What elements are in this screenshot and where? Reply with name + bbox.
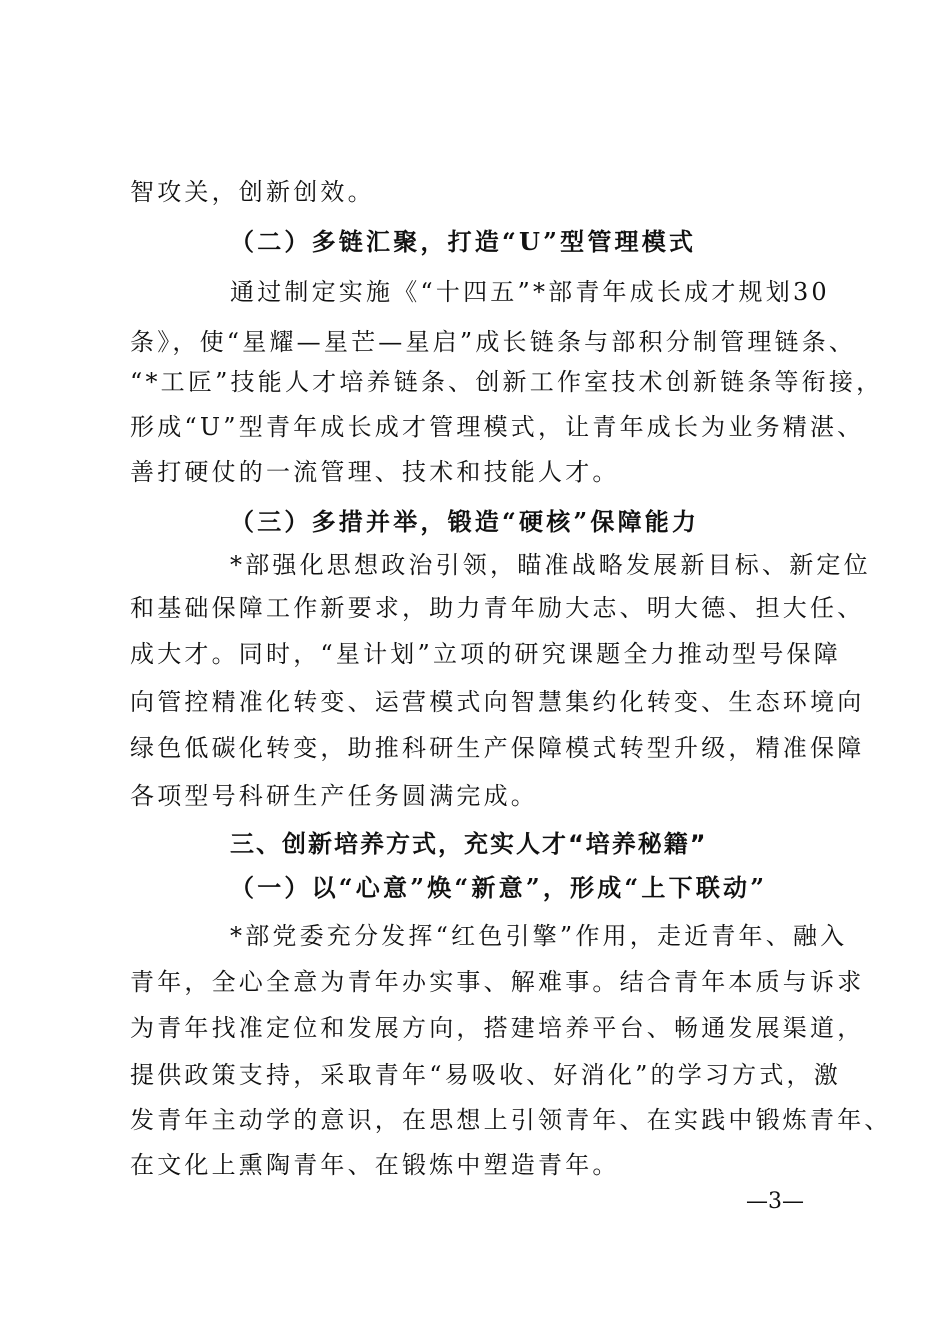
section-heading: 三、创新培养方式，充实人才“培养秘籍” bbox=[230, 830, 708, 858]
body-text-line: 为青年找准定位和发展方向，搭建培养平台、畅通发展渠道， bbox=[130, 1014, 865, 1042]
paragraph-first-line: *部强化思想政治引领，瞄准战略发展新目标、新定位 bbox=[230, 551, 871, 579]
body-text-line: 在文化上熏陶青年、在锻炼中塑造青年。 bbox=[130, 1151, 620, 1179]
body-text-line: 成大才。同时，“星计划”立项的研究课题全力推动型号保障 bbox=[130, 640, 841, 668]
body-text-line: 提供政策支持，采取青年“易吸收、好消化”的学习方式，激 bbox=[130, 1061, 841, 1089]
body-text-line: 发青年主动学的意识，在思想上引领青年、在实践中锻炼青年、 bbox=[130, 1106, 892, 1134]
body-text-line: 条》，使“星耀—星芒—星启”成长链条与部积分制管理链条、 bbox=[130, 328, 857, 356]
subsection-heading-1: （一）以“心意”焕“新意”，形成“上下联动” bbox=[230, 873, 768, 902]
body-text-line: 和基础保障工作新要求，助力青年励大志、明大德、担大任、 bbox=[130, 594, 865, 622]
body-text-line: 绿色低碳化转变，助推科研生产保障模式转型升级，精准保障 bbox=[130, 734, 865, 762]
body-text-line: 向管控精准化转变、运营模式向智慧集约化转变、生态环境向 bbox=[130, 688, 865, 716]
subsection-heading-3: （三）多措并举，锻造“硬核”保障能力 bbox=[230, 507, 700, 536]
body-text-line: 形成“U”型青年成长成才管理模式，让青年成长为业务精湛、 bbox=[130, 413, 865, 441]
paragraph-first-line: *部党委充分发挥“红色引擎”作用，走近青年、融入 bbox=[230, 922, 848, 950]
body-text-line: 各项型号科研生产任务圆满完成。 bbox=[130, 782, 538, 810]
paragraph-first-line: 通过制定实施《“十四五”*部青年成长成才规划30 bbox=[230, 278, 830, 306]
body-text-line: 青年，全心全意为青年办实事、解难事。结合青年本质与诉求 bbox=[130, 968, 865, 996]
page-number: —3— bbox=[746, 1189, 804, 1214]
body-text-line: “*工匠”技能人才培养链条、创新工作室技术创新链条等衔接， bbox=[130, 368, 884, 396]
body-text-line: 善打硬仗的一流管理、技术和技能人才。 bbox=[130, 458, 620, 486]
body-text-line: 智攻关，创新创效。 bbox=[130, 178, 375, 206]
subsection-heading-2: （二）多链汇聚，打造“U”型管理模式 bbox=[230, 227, 697, 256]
